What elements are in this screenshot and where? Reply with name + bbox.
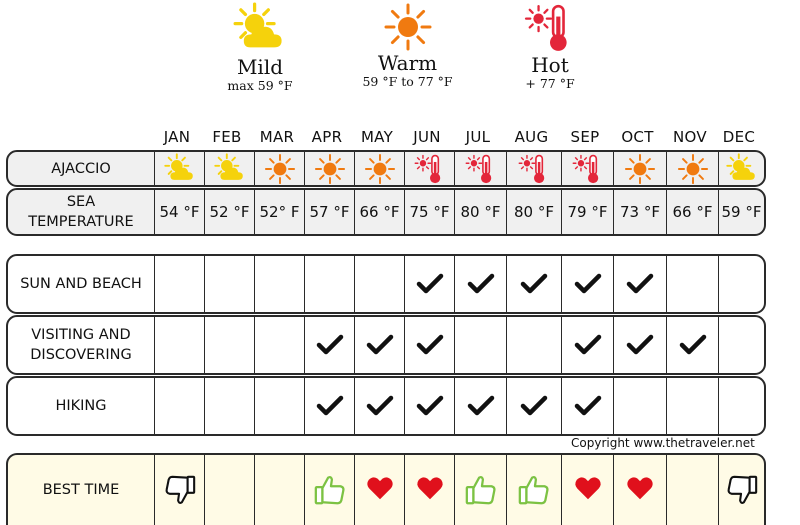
activity-cell-mar xyxy=(255,256,304,312)
best-time-row xyxy=(6,453,766,525)
activity-cell-may xyxy=(355,378,404,434)
weather-cell-feb xyxy=(205,152,254,185)
visiting-label xyxy=(8,317,154,373)
sea-temp-apr xyxy=(305,190,354,234)
best-time-cell-aug xyxy=(507,455,561,525)
sea-temp-jul xyxy=(455,190,506,234)
activity-cell-sep xyxy=(562,378,613,434)
month-mar: MAR xyxy=(259,128,295,146)
mild-sun-cloud-icon xyxy=(205,2,315,56)
check-icon xyxy=(467,395,495,417)
sun-cloud-icon xyxy=(726,153,758,185)
best-time-cell-jul xyxy=(455,455,506,525)
legend-hot-name: Hot xyxy=(531,53,569,77)
activity-cell-aug xyxy=(507,317,561,373)
sea-temp-dec xyxy=(719,190,764,234)
activity-cell-aug xyxy=(507,256,561,312)
best-time-cell-jan xyxy=(155,455,204,525)
sea-label-line2: TEMPERATURE xyxy=(28,214,134,230)
check-icon xyxy=(626,334,654,356)
activity-cell-jan xyxy=(155,256,204,312)
thermometer-icon xyxy=(465,153,497,185)
sea-temp-value: 80 °F xyxy=(514,203,554,221)
check-icon xyxy=(520,395,548,417)
activity-cell-nov xyxy=(667,317,718,373)
best-time-label: BEST TIME xyxy=(42,482,120,498)
sun-and-beach-label xyxy=(8,256,154,312)
month-jul: JUL xyxy=(465,128,491,146)
sun-icon xyxy=(677,153,709,185)
weather-cell-jan xyxy=(155,152,204,185)
sun-cloud-icon xyxy=(164,153,196,185)
sea-temp-mar xyxy=(255,190,304,234)
weather-cell-nov xyxy=(667,152,718,185)
activity-cell-may xyxy=(355,256,404,312)
best-time-cell-jun xyxy=(405,455,454,525)
sea-temp-value: 75 °F xyxy=(409,203,450,221)
sea-temp-value: 73 °F xyxy=(620,203,660,221)
thumbs-down-icon xyxy=(163,473,197,507)
visiting-label-line2: DISCOVERING xyxy=(30,347,132,363)
month-nov: NOV xyxy=(673,128,707,146)
activity-cell-oct xyxy=(614,256,666,312)
hiking-label-line1: HIKING xyxy=(55,398,107,414)
sea-temp-feb xyxy=(205,190,254,234)
copyright-text: Copyright www.thetraveler.net xyxy=(571,436,755,450)
check-icon xyxy=(416,395,444,417)
sun-and-beach-row xyxy=(6,254,766,314)
activity-cell-nov xyxy=(667,378,718,434)
activity-cell-jun xyxy=(405,317,454,373)
best-time-cell-may xyxy=(355,455,404,525)
thermometer-icon xyxy=(414,153,446,185)
best-time-cell-apr xyxy=(305,455,354,525)
sea-temp-value: 59 °F xyxy=(721,203,762,221)
legend-mild-name: Mild xyxy=(236,55,284,79)
weather-row xyxy=(6,150,766,187)
activity-cell-mar xyxy=(255,378,304,434)
thumbs-down-icon xyxy=(725,473,759,507)
activity-cell-jan xyxy=(155,317,204,373)
month-feb: FEB xyxy=(212,128,242,146)
activity-cell-jul xyxy=(455,317,506,373)
sun-icon xyxy=(314,153,346,185)
month-oct: OCT xyxy=(621,128,654,146)
activity-cell-apr xyxy=(305,317,354,373)
month-jun: JUN xyxy=(413,128,441,146)
legend-warm-range: 59 °F to 77 °F xyxy=(362,74,453,89)
sea-temp-value: 52° F xyxy=(259,203,300,221)
check-icon xyxy=(416,334,444,356)
sun-cloud-icon xyxy=(214,153,246,185)
legend-mild-range: max 59 °F xyxy=(227,78,293,93)
best-time-cell-mar xyxy=(255,455,304,525)
activity-cell-feb xyxy=(205,317,254,373)
best-time-cell-sep xyxy=(562,455,613,525)
month-apr: APR xyxy=(311,128,343,146)
check-icon xyxy=(366,395,394,417)
weather-cell-mar xyxy=(255,152,304,185)
sea-temp-value: 54 °F xyxy=(159,203,200,221)
heart-icon xyxy=(625,473,655,503)
weather-cell-aug xyxy=(507,152,561,185)
activity-cell-dec xyxy=(719,317,764,373)
activity-cell-oct xyxy=(614,317,666,373)
activity-cell-dec xyxy=(719,256,764,312)
weather-cell-sep xyxy=(562,152,613,185)
thermometer-icon xyxy=(572,153,604,185)
heart-icon xyxy=(415,473,445,503)
check-icon xyxy=(574,273,602,295)
heart-icon xyxy=(573,473,603,503)
legend-mild xyxy=(205,2,315,93)
sea-temp-nov xyxy=(667,190,718,234)
month-may: MAY xyxy=(360,128,394,146)
activity-cell-jul xyxy=(455,256,506,312)
sun-and-beach-label-line1: SUN AND BEACH xyxy=(20,276,142,292)
legend-warm-name: Warm xyxy=(377,51,438,75)
activity-cell-sep xyxy=(562,317,613,373)
sea-temp-value: 79 °F xyxy=(567,203,608,221)
sun-icon xyxy=(364,153,396,185)
sea-temp-sep xyxy=(562,190,613,234)
visiting-label-line1: VISITING AND xyxy=(31,327,131,343)
activity-cell-mar xyxy=(255,317,304,373)
sea-temp-value: 66 °F xyxy=(672,203,713,221)
thermometer-icon xyxy=(518,153,550,185)
activity-cell-may xyxy=(355,317,404,373)
activity-cell-aug xyxy=(507,378,561,434)
activity-cell-feb xyxy=(205,378,254,434)
sea-temp-jun xyxy=(405,190,454,234)
sea-temperature-row xyxy=(6,188,766,236)
legend-hot-range: + 77 °F xyxy=(525,76,575,91)
sea-temp-oct xyxy=(614,190,666,234)
legend-warm xyxy=(345,2,470,89)
month-aug: AUG xyxy=(514,128,549,146)
activity-cell-nov xyxy=(667,256,718,312)
activity-cell-oct xyxy=(614,378,666,434)
best-time-cell-dec xyxy=(719,455,764,525)
warm-sun-icon xyxy=(345,2,470,52)
check-icon xyxy=(366,334,394,356)
weather-cell-apr xyxy=(305,152,354,185)
hot-thermometer-icon xyxy=(500,2,600,54)
sea-temp-value: 52 °F xyxy=(209,203,250,221)
check-icon xyxy=(416,273,444,295)
activity-cell-feb xyxy=(205,256,254,312)
sea-temp-value: 57 °F xyxy=(309,203,350,221)
activity-cell-jun xyxy=(405,378,454,434)
sun-icon xyxy=(264,153,296,185)
check-icon xyxy=(574,395,602,417)
weather-cell-jul xyxy=(455,152,506,185)
activity-cell-sep xyxy=(562,256,613,312)
sea-row-label xyxy=(8,190,154,234)
activity-cell-jul xyxy=(455,378,506,434)
activity-cell-jun xyxy=(405,256,454,312)
activity-cell-dec xyxy=(719,378,764,434)
month-dec: DEC xyxy=(722,128,756,146)
hiking-label xyxy=(8,378,154,434)
check-icon xyxy=(574,334,602,356)
sea-temp-may xyxy=(355,190,404,234)
check-icon xyxy=(520,273,548,295)
thumbs-up-icon xyxy=(464,473,498,507)
best-time-cell-oct xyxy=(614,455,666,525)
check-icon xyxy=(467,273,495,295)
sea-temp-value: 80 °F xyxy=(460,203,501,221)
sea-temp-value: 66 °F xyxy=(359,203,400,221)
thumbs-up-icon xyxy=(313,473,347,507)
activity-cell-jan xyxy=(155,378,204,434)
sun-icon xyxy=(624,153,656,185)
sea-temp-aug xyxy=(507,190,561,234)
heart-icon xyxy=(365,473,395,503)
weather-cell-dec xyxy=(719,152,764,185)
month-sep: SEP xyxy=(570,128,600,146)
legend-hot xyxy=(500,2,600,91)
best-time-cell-feb xyxy=(205,455,254,525)
hiking-row xyxy=(6,376,766,436)
thumbs-up-icon xyxy=(517,473,551,507)
check-icon xyxy=(679,334,707,356)
check-icon xyxy=(316,334,344,356)
weather-cell-oct xyxy=(614,152,666,185)
weather-cell-jun xyxy=(405,152,454,185)
visiting-row xyxy=(6,315,766,375)
month-jan: JAN xyxy=(163,128,191,146)
weather-cell-may xyxy=(355,152,404,185)
check-icon xyxy=(316,395,344,417)
sea-temp-jan xyxy=(155,190,204,234)
sea-label-line1: SEA xyxy=(66,194,96,210)
weather-row-label: AJACCIO xyxy=(51,160,111,177)
check-icon xyxy=(626,273,654,295)
activity-cell-apr xyxy=(305,378,354,434)
activity-cell-apr xyxy=(305,256,354,312)
best-time-cell-nov xyxy=(667,455,718,525)
month-header xyxy=(150,128,770,150)
